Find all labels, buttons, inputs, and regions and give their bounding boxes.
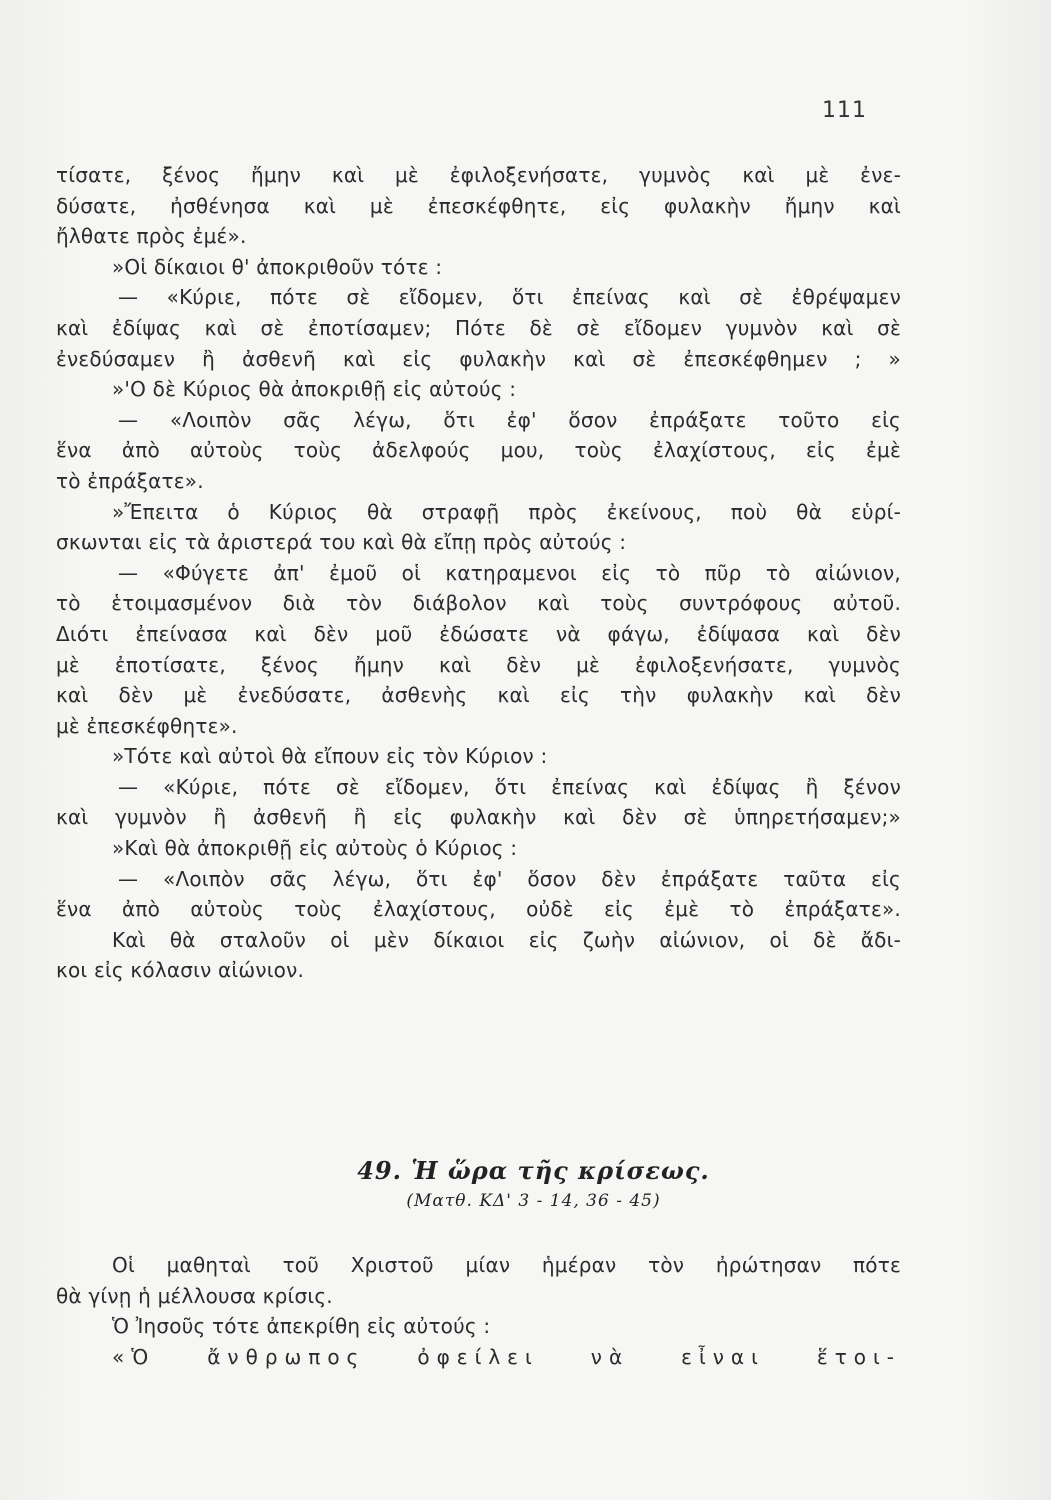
text-line: καὶ γυμνὸν ἢ ἀσθενῆ ἢ εἰς φυλακὴν καὶ δὲν σὲ ὑπηρετήσαμεν;» <box>56 805 901 830</box>
text-line: ἐνεδύσαμεν ἢ ἀσθενῆ καὶ εἰς φυλακὴν καὶ σὲ ἐπεσκέφθημεν ; » <box>56 346 901 371</box>
text-line: ἕνα ἀπὸ αὐτοὺς τοὺς ἀδελφούς μου, τοὺς ἐλαχίστους, εἰς ἐμὲ <box>56 438 901 463</box>
text-line: καὶ ἐδίψας καὶ σὲ ἐποτίσαμεν; Πότε δὲ σὲ εἴδομεν γυμνὸν καὶ σὲ <box>56 315 901 340</box>
text-line: μὲ ἐπεσκέφθητε». <box>56 713 238 738</box>
text-line: »Ἔπειτα ὁ Κύριος θὰ στραφῇ πρὸς ἐκείνους, ποὺ θὰ εὑρί- <box>112 499 901 524</box>
body-text-top <box>56 160 901 986</box>
text-line: σκωνται εἰς τὰ ἀριστερά του καὶ θὰ εἴπῃ πρὸς αὐτούς : <box>56 530 627 555</box>
body-text-bottom <box>56 1250 901 1372</box>
text-line: — «Λοιπὸν σᾶς λέγω, ὅτι ἐφ' ὅσον ἐπράξατε τοῦτο εἰς <box>118 407 901 432</box>
text-line: δύσατε, ἠσθένησα καὶ μὲ ἐπεσκέφθητε, εἰς φυλακὴν ἤμην καὶ <box>56 193 901 218</box>
text-line: »'Ο δὲ Κύριος θὰ ἀποκριθῇ εἰς αὐτούς : <box>112 377 517 402</box>
text-line: — «Λοιπὸν σᾶς λέγω, ὅτι ἐφ' ὅσον δὲν ἐπράξατε ταῦτα εἰς <box>118 866 901 891</box>
text-line: καὶ δὲν μὲ ἐνεδύσατε, ἀσθενὴς καὶ εἰς τὴν φυλακὴν καὶ δὲν <box>56 683 901 708</box>
text-line: Οἱ μαθηταὶ τοῦ Χριστοῦ μίαν ἡμέραν τὸν ἠρώτησαν πότε <box>112 1253 901 1277</box>
text-line: τὸ ἑτοιμασμένον διὰ τὸν διάβολον καὶ τοὺς συντρόφους αὐτοῦ. <box>56 591 901 616</box>
text-line: Ὁ Ἰησοῦς τότε ἀπεκρίθη εἰς αὐτούς : <box>112 1314 491 1339</box>
text-line: — «Κύριε, πότε σὲ εἴδομεν, ὅτι ἐπείνας καὶ σὲ ἐθρέψαμεν <box>118 285 901 310</box>
text-line: »Οἱ δίκαιοι θ' ἀποκριθοῦν τότε : <box>112 254 443 279</box>
text-line: — «Κύριε, πότε σὲ εἴδομεν, ὅτι ἐπείνας καὶ ἐδίψας ἢ ξένον <box>118 774 901 799</box>
section-reference: (Ματθ. ΚΔ' 3 - 14, 36 - 45) <box>406 1191 661 1211</box>
text-line: Διότι ἐπείνασα καὶ δὲν μοῦ ἐδώσατε νὰ φάγω, ἐδίψασα καὶ δὲν <box>56 621 901 646</box>
text-line: ἕνα ἀπὸ αὐτοὺς τοὺς ἐλαχίστους, οὐδὲ εἰς ἐμὲ τὸ ἐπράξατε». <box>56 897 901 922</box>
section-title: 49. Ἡ ὥρα τῆς κρίσεως. <box>357 1156 710 1185</box>
text-line: κοι εἰς κόλασιν αἰώνιον. <box>56 958 305 983</box>
page-number: 111 <box>822 98 867 123</box>
text-line: — «Φύγετε ἀπ' ἐμοῦ οἱ κατηραμενοι εἰς τὸ πῦρ τὸ αἰώνιον, <box>118 560 901 585</box>
text-line: ἤλθατε πρὸς ἐμέ». <box>56 224 247 249</box>
text-line: »Τότε καὶ αὐτοὶ θὰ εἴπουν εἰς τὸν Κύριον : <box>112 744 548 769</box>
text-line: »Καὶ θὰ ἀποκριθῇ εἰς αὐτοὺς ὁ Κύριος : <box>112 836 518 861</box>
text-line: Καὶ θὰ σταλοῦν οἱ μὲν δίκαιοι εἰς ζωὴν αἰώνιον, οἱ δὲ ἄδι- <box>112 927 901 952</box>
text-line: θὰ γίνῃ ἡ μέλλουσα κρίσις. <box>56 1283 333 1308</box>
text-line: τίσατε, ξένος ἤμην καὶ μὲ ἐφιλοξενήσατε, γυμνὸς καὶ μὲ ἐνε- <box>56 163 901 187</box>
text-line: «Ὁ ἄνθρωπος ὀφείλει νὰ εἶναι ἕτοι- <box>112 1344 901 1369</box>
text-line: μὲ ἐποτίσατε, ξένος ἤμην καὶ δὲν μὲ ἐφιλοξενήσατε, γυμνὸς <box>56 652 901 677</box>
text-line: τὸ ἐπράξατε». <box>56 468 204 493</box>
